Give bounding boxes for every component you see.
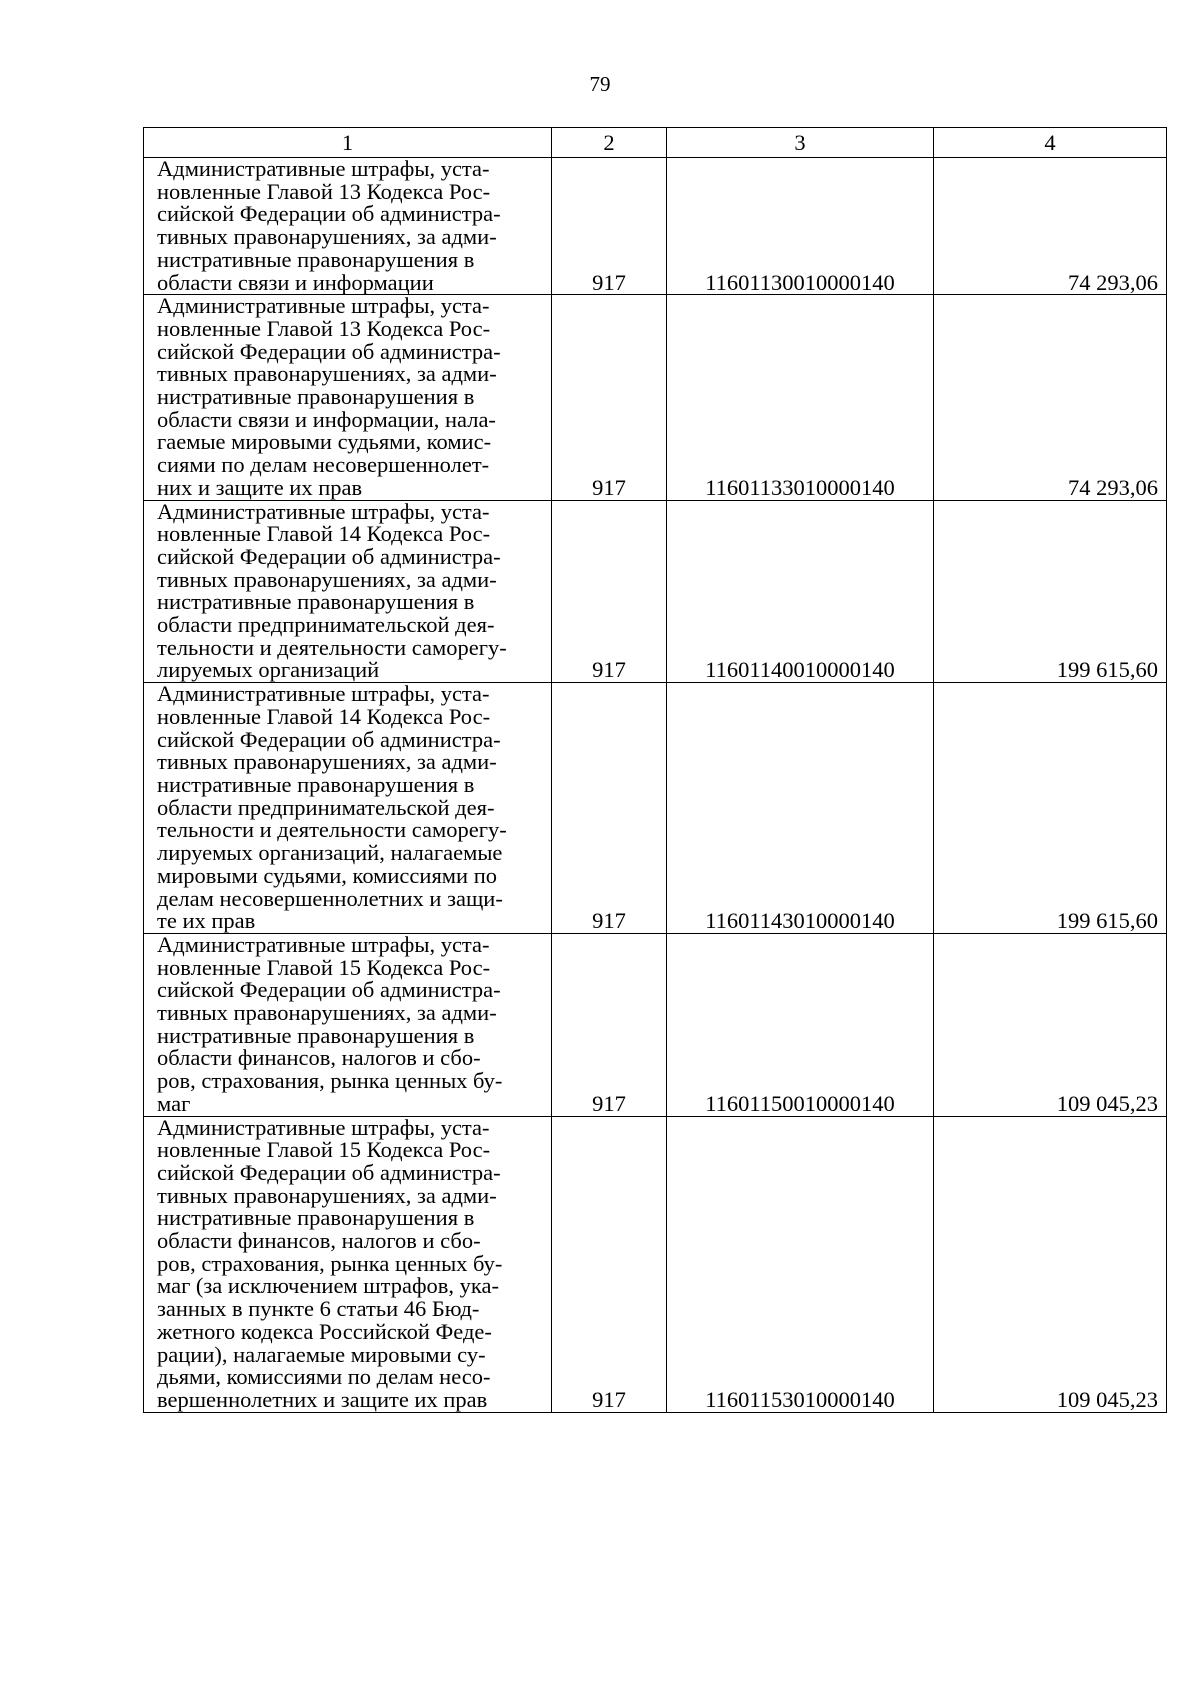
header-col-4: 4 [934,128,1167,158]
description-line: маг (за исключением штрафов, ука- [157,1273,499,1299]
description-line: нистративные правонарушения в [157,1022,475,1048]
description-line: маг [157,1090,191,1116]
description-line: тельности и деятельности саморегу- [157,817,507,843]
description-line: сийской Федерации об администра- [157,977,501,1003]
description-line: занных в пункте 6 статьи 46 Бюд- [157,1296,480,1322]
description-line: тивных правонарушениях, за адми- [157,566,497,592]
description-line: нистративные правонарушения в [157,246,475,272]
table-row [144,933,1167,1116]
description-line: Административные штрафы, уста- [157,157,490,181]
description-line: мировыми судьями, комиссиями по [157,862,497,888]
description-line: Административные штрафы, уста- [157,500,490,524]
budget-classification-code: 11601153010000140 [667,1116,934,1412]
description-line: новленные Главой 15 Кодекса Рос- [157,1137,491,1163]
description-line: сийской Федерации об администра- [157,1159,501,1185]
amount: 74 293,06 [934,295,1167,500]
description-line: те их прав [157,908,256,934]
table-row [144,683,1167,934]
description-line: лируемых организаций [157,657,380,683]
table-row [144,500,1167,683]
header-col-1: 1 [144,128,552,158]
header-col-2: 2 [552,128,667,158]
admin-code: 917 [552,1116,667,1412]
fine-description [144,683,552,934]
table-row [144,1116,1167,1412]
description-line: сийской Федерации об администра- [157,726,501,752]
description-line: гаемые мировыми судьями, комис- [157,429,492,455]
amount: 74 293,06 [934,158,1167,295]
budget-classification-code: 11601140010000140 [667,500,934,683]
description-line: нистративные правонарушения в [157,771,475,797]
table-header-row [144,128,1167,158]
description-line: них и защите их прав [157,474,363,500]
amount: 109 045,23 [934,933,1167,1116]
description-line: тивных правонарушениях, за адми- [157,749,497,775]
description-line: дьями, комиссиями по делам несо- [157,1364,491,1390]
description-line: области финансов, налогов и сбо- [157,1045,481,1071]
description-line: области финансов, налогов и сбо- [157,1228,481,1254]
description-line: сийской Федерации об администра- [157,201,501,227]
description-line: области предпринимательской дея- [157,794,495,820]
description-line: рации), налагаемые мировыми су- [157,1341,486,1367]
description-line: ров, страхования, рынка ценных бу- [157,1068,503,1094]
fine-description [144,295,552,500]
description-line: Административные штрафы, уста- [157,1116,490,1140]
description-line: нистративные правонарушения в [157,1205,475,1231]
description-line: области предпринимательской дея- [157,612,495,638]
description-line: нистративные правонарушения в [157,589,475,615]
description-line: области связи и информации [157,269,434,295]
admin-code: 917 [552,158,667,295]
fines-table-body [144,128,1167,1413]
description-line: области связи и информации, нала- [157,406,496,432]
admin-code: 917 [552,933,667,1116]
fine-description [144,1116,552,1412]
description-line: ров, страхования, рынка ценных бу- [157,1250,503,1276]
description-line: сийской Федерации об администра- [157,338,501,364]
fine-description [144,158,552,295]
fines-table [143,127,1167,1413]
description-line: сийской Федерации об администра- [157,543,501,569]
description-line: новленные Главой 14 Кодекса Рос- [157,521,491,547]
description-line: новленные Главой 13 Кодекса Рос- [157,178,491,204]
description-line: Административные штрафы, уста- [157,294,490,319]
description-line: тельности и деятельности саморегу- [157,634,507,660]
amount: 109 045,23 [934,1116,1167,1412]
amount: 199 615,60 [934,500,1167,683]
description-line: вершеннолетних и защите их прав [157,1386,488,1412]
description-line: лируемых организаций, налагаемые [157,840,503,866]
table-row [144,158,1167,295]
fine-description [144,933,552,1116]
header-col-3: 3 [667,128,934,158]
budget-classification-code: 11601130010000140 [667,158,934,295]
description-line: делам несовершеннолетних и защи- [157,885,503,911]
description-line: новленные Главой 14 Кодекса Рос- [157,703,491,729]
description-line: новленные Главой 15 Кодекса Рос- [157,954,491,980]
description-line: Административные штрафы, уста- [157,933,490,957]
admin-code: 917 [552,683,667,934]
fine-description [144,500,552,683]
description-line: жетного кодекса Российской Феде- [157,1318,492,1344]
page-number: 79 [589,72,611,96]
budget-classification-code: 11601143010000140 [667,683,934,934]
description-line: Административные штрафы, уста- [157,682,490,707]
table-row [144,295,1167,500]
description-line: тивных правонарушениях, за адми- [157,1182,497,1208]
description-line: тивных правонарушениях, за адми- [157,1000,497,1026]
description-line: сиями по делам несовершеннолет- [157,452,490,478]
description-line: тивных правонарушениях, за адми- [157,224,497,250]
budget-classification-code: 11601133010000140 [667,295,934,500]
description-line: тивных правонарушениях, за адми- [157,361,497,387]
amount: 199 615,60 [934,683,1167,934]
description-line: нистративные правонарушения в [157,384,475,410]
description-line: новленные Главой 13 Кодекса Рос- [157,315,491,341]
admin-code: 917 [552,500,667,683]
admin-code: 917 [552,295,667,500]
budget-classification-code: 11601150010000140 [667,933,934,1116]
